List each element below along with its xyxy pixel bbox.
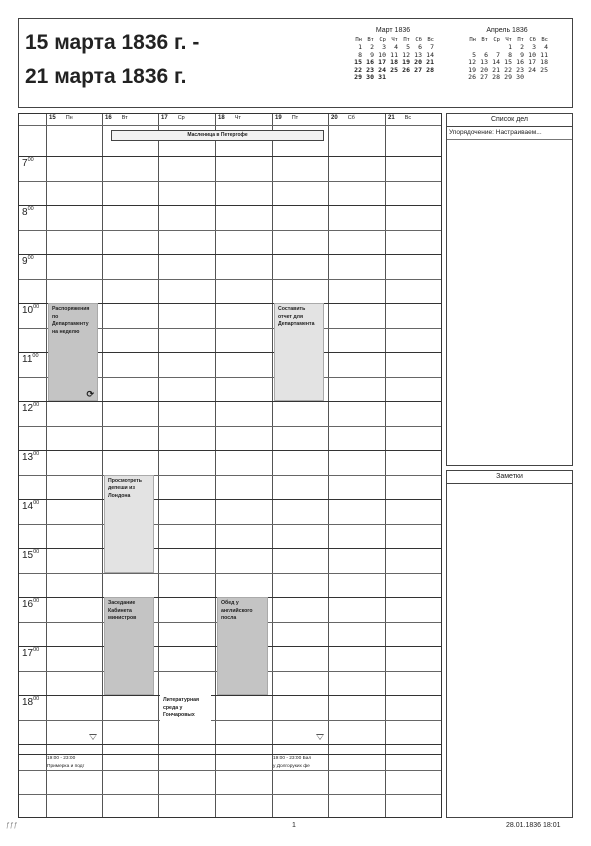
row-divider: [19, 548, 441, 549]
notes-panel: [446, 470, 573, 818]
row-divider: [19, 450, 441, 451]
calendar-event[interactable]: Распоряжения по Департаменту на неделю ⟳: [48, 303, 98, 401]
page-number: 1: [292, 822, 296, 829]
day-header-16[interactable]: 16 Вт: [105, 115, 128, 121]
calendar-event[interactable]: Составить отчет для Департамента: [274, 303, 324, 401]
column-divider: [46, 114, 47, 817]
day-header-20[interactable]: 20 Сб: [331, 115, 355, 121]
more-events-arrow-icon[interactable]: [316, 734, 324, 740]
column-divider: [215, 114, 216, 817]
day-header-15[interactable]: 15 Пн: [49, 115, 73, 121]
row-divider: [19, 744, 441, 745]
row-divider: [19, 475, 441, 476]
hour-label-10: $10^{00}$: [22, 304, 40, 316]
hour-label-14: $14^{00}$: [22, 500, 40, 512]
hour-label-17: $17^{00}$: [22, 647, 40, 659]
row-divider: [19, 279, 441, 280]
calendar-event[interactable]: Обед у английского посла: [217, 597, 268, 695]
hour-label-16: $16^{00}$: [22, 598, 40, 610]
row-divider: [19, 230, 441, 231]
column-divider: [328, 114, 329, 817]
row-divider: [19, 794, 441, 795]
row-divider: [19, 156, 441, 157]
row-divider: [19, 720, 441, 721]
hour-label-9: $9^{00}$: [22, 255, 34, 267]
row-divider: [19, 254, 441, 255]
hour-label-7: $7^{00}$: [22, 157, 34, 169]
week-grid: [18, 113, 442, 818]
more-events-arrow-icon[interactable]: [89, 734, 97, 740]
footer-mark: ƒƒƒ: [6, 822, 18, 829]
evening-event[interactable]: 19:00 - 23:00 Примерка и подг: [47, 756, 85, 769]
day-header-17[interactable]: 17 Ср: [161, 115, 185, 121]
row-divider: [19, 181, 441, 182]
row-divider: [19, 205, 441, 206]
notes-title: Заметки: [447, 471, 572, 484]
day-header-21[interactable]: 21 Вс: [388, 115, 412, 121]
row-divider: [19, 426, 441, 427]
date-range-end: 21 марта 1836 г.: [25, 65, 187, 88]
hour-label-18: $18^{00}$: [22, 696, 40, 708]
recurring-icon: ⟳: [86, 388, 94, 399]
column-divider: [385, 114, 386, 817]
row-divider: [19, 573, 441, 574]
day-header-18[interactable]: 18 Чт: [218, 115, 241, 121]
column-divider: [102, 114, 103, 817]
column-divider: [272, 114, 273, 817]
mini-calendar-march: Пн Вт Ср Чт Пт Сб Вс 1 2 3 4 5 6 7 8 9 10 11 12 13 14 15 16 17 18 19 20 21 22 23 24 25 26 27 28 29 30 31: [354, 37, 434, 82]
mini-calendar-april-title: Апрель 1836: [486, 27, 528, 34]
todo-panel: [446, 113, 573, 466]
hour-label-12: $12^{00}$: [22, 402, 40, 414]
mini-calendar-april: Пн Вт Ср Чт Пт Сб Вс 1 2 3 4 5 6 7 8 9 10 11 12 13 14 15 16 17 18 19 20 21 22 23 24 25 26 27 28 29 30: [468, 37, 548, 82]
page-header: [18, 18, 573, 108]
row-divider: [19, 401, 441, 402]
day-header-19[interactable]: 19 Пт: [275, 115, 299, 121]
todo-sort-label[interactable]: Упорядочение: Настраиваем...: [447, 127, 572, 140]
hour-label-13: $13^{00}$: [22, 451, 40, 463]
todo-title: Список дел: [447, 114, 572, 127]
hour-label-15: $15^{00}$: [22, 549, 40, 561]
evening-event[interactable]: 19:00 - 23:00 Бал у Долгоруких фе: [273, 756, 312, 769]
calendar-event[interactable]: Заседание Кабинета министров: [104, 597, 154, 695]
row-divider: [19, 499, 441, 500]
calendar-event[interactable]: Просмотреть депеши из Лондона: [104, 475, 154, 573]
column-divider: [158, 114, 159, 817]
row-divider: [19, 125, 441, 126]
all-day-event[interactable]: Масленица в Петергофе: [111, 130, 324, 141]
calendar-event[interactable]: Литературная среда у Гончаровых: [160, 695, 211, 744]
hour-label-8: $8^{00}$: [22, 206, 34, 218]
mini-calendar-march-title: Март 1836: [375, 27, 411, 34]
row-divider: [19, 524, 441, 525]
row-divider: [19, 695, 441, 696]
hour-label-11: $11^{00}$: [22, 353, 39, 365]
print-timestamp: 28.01.1836 18:01: [506, 822, 561, 829]
date-range-start: 15 марта 1836 г. -: [25, 31, 200, 54]
